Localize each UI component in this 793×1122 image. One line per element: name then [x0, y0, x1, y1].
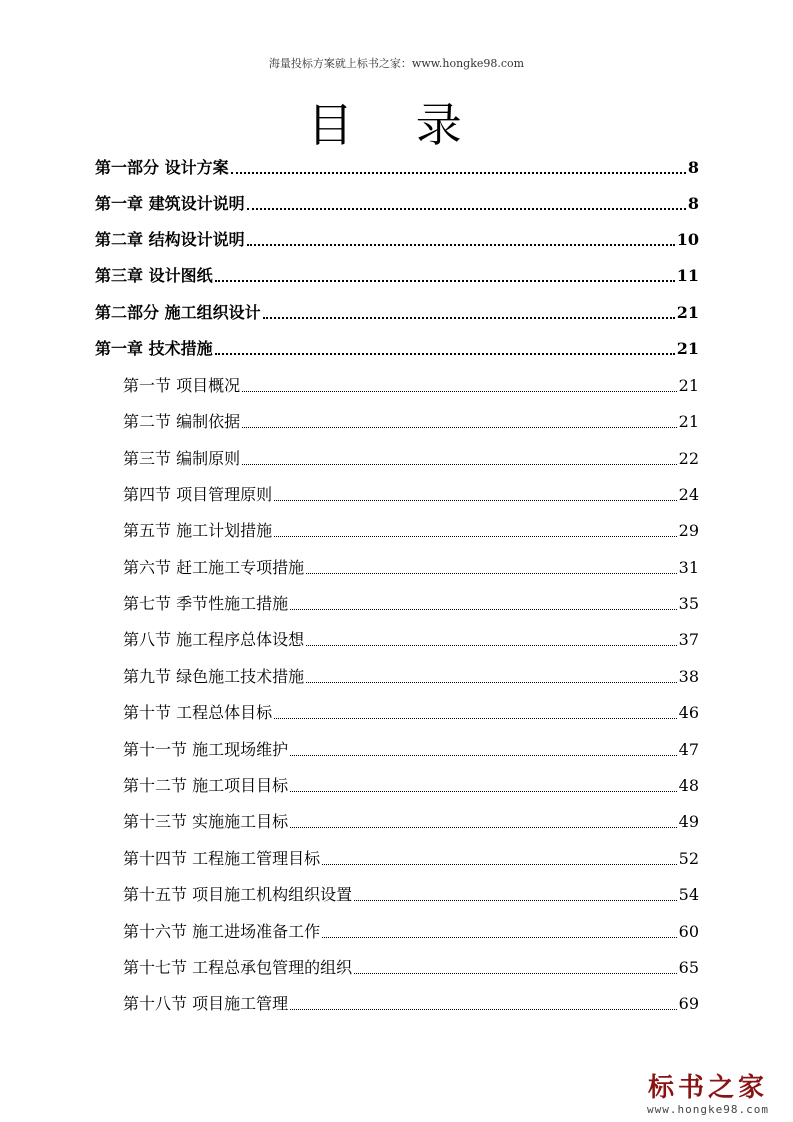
- toc-entry-label: 第二节 编制依据: [123, 412, 241, 431]
- page-header: 海量投标方案就上标书之家：www.hongke98.com: [268, 57, 525, 70]
- toc-leader-dots: [306, 682, 677, 683]
- toc-leader-dots: [354, 973, 677, 974]
- toc-entry-label: 第一章 技术措施: [95, 339, 213, 358]
- toc-entry-label: 第九节 绿色施工技术措施: [123, 667, 305, 686]
- toc-entry[interactable]: [123, 841, 699, 869]
- toc-entry[interactable]: [123, 914, 699, 942]
- toc-entry-page: 10: [676, 230, 699, 249]
- toc-entry-page: 8: [687, 194, 699, 213]
- toc-entry[interactable]: [123, 768, 699, 796]
- toc-entry-label: 第六节 赶工施工专项措施: [123, 558, 305, 577]
- toc-leader-dots: [215, 353, 675, 355]
- toc-entry-page: 21: [676, 303, 699, 322]
- toc-entry-page: 21: [676, 339, 699, 358]
- toc-entry-label: 第十节 工程总体目标: [123, 703, 273, 722]
- toc-leader-dots: [242, 427, 677, 428]
- toc-entry-page: 31: [678, 558, 699, 577]
- toc-entry-page: 49: [678, 812, 699, 831]
- toc-entry-page: 38: [678, 667, 699, 686]
- toc-leader-dots: [242, 464, 677, 465]
- toc-entry-page: 60: [678, 922, 699, 941]
- site-logo: [633, 1073, 783, 1116]
- toc-entry-label: 第十二节 施工项目目标: [123, 776, 289, 795]
- toc-entry-page: 46: [678, 703, 699, 722]
- toc-entry-label: 第一章 建筑设计说明: [95, 194, 245, 213]
- toc-entry-page: 22: [678, 449, 699, 468]
- toc-leader-dots: [290, 827, 677, 828]
- toc-entry[interactable]: [123, 695, 699, 723]
- toc-leader-dots: [274, 536, 677, 537]
- toc-leader-dots: [247, 208, 686, 210]
- toc-entry[interactable]: [123, 877, 699, 905]
- toc-entry[interactable]: [123, 404, 699, 432]
- toc-entry-label: 第十五节 项目施工机构组织设置: [123, 885, 353, 904]
- toc-entry[interactable]: [123, 732, 699, 760]
- toc-entry[interactable]: [123, 586, 699, 614]
- toc-entry-page: 35: [678, 594, 699, 613]
- toc-leader-dots: [263, 317, 675, 319]
- toc-entry-label: 第一部分 设计方案: [95, 158, 229, 177]
- toc-entry-label: 第十八节 项目施工管理: [123, 994, 289, 1013]
- toc-entry[interactable]: [123, 622, 699, 650]
- toc-entry[interactable]: [123, 986, 699, 1014]
- page-title: 目 录: [307, 98, 486, 152]
- toc-leader-dots: [247, 244, 675, 246]
- toc-entry-label: 第一节 项目概况: [123, 376, 241, 395]
- toc-leader-dots: [215, 280, 675, 282]
- toc-entry-label: 第七节 季节性施工措施: [123, 594, 289, 613]
- toc-entry[interactable]: [123, 513, 699, 541]
- toc-entry-page: 21: [678, 412, 699, 431]
- toc-entry-page: 24: [678, 485, 699, 504]
- toc-entry[interactable]: [123, 477, 699, 505]
- toc-entry-page: 52: [678, 849, 699, 868]
- toc-leader-dots: [231, 172, 686, 174]
- toc-entry[interactable]: [123, 950, 699, 978]
- toc-entry-page: 29: [678, 521, 699, 540]
- toc-entry-label: 第五节 施工计划措施: [123, 521, 273, 540]
- toc-entry-label: 第十一节 施工现场维护: [123, 740, 289, 759]
- toc-entry[interactable]: [95, 186, 699, 214]
- toc-leader-dots: [274, 718, 677, 719]
- toc-entry-page: 21: [678, 376, 699, 395]
- toc-leader-dots: [290, 1009, 677, 1010]
- toc-entry-label: 第十三节 实施施工目标: [123, 812, 289, 831]
- toc-entry[interactable]: [95, 331, 699, 359]
- toc-leader-dots: [274, 500, 677, 501]
- toc-leader-dots: [322, 937, 677, 938]
- toc-entry[interactable]: [123, 804, 699, 832]
- logo-text: 标书之家: [647, 1073, 768, 1103]
- toc-entry-page: 54: [678, 885, 699, 904]
- toc-entry[interactable]: [95, 222, 699, 250]
- toc-leader-dots: [290, 791, 677, 792]
- toc-entry-label: 第二部分 施工组织设计: [95, 303, 261, 322]
- toc-entry[interactable]: [123, 550, 699, 578]
- toc-leader-dots: [354, 900, 677, 901]
- toc-leader-dots: [290, 609, 677, 610]
- toc-entry-label: 第三节 编制原则: [123, 449, 241, 468]
- toc-entry-label: 第四节 项目管理原则: [123, 485, 273, 504]
- toc-entry[interactable]: [123, 659, 699, 687]
- toc-entry-page: 11: [676, 266, 699, 285]
- toc-entry[interactable]: [95, 258, 699, 286]
- toc-entry-label: 第三章 设计图纸: [95, 266, 213, 285]
- toc-leader-dots: [242, 391, 677, 392]
- toc-entry-page: 69: [678, 994, 699, 1013]
- toc-leader-dots: [290, 755, 677, 756]
- logo-url: www.hongke98.com: [647, 1103, 769, 1116]
- toc-entry-page: 37: [678, 630, 699, 649]
- toc-entry-label: 第二章 结构设计说明: [95, 230, 245, 249]
- toc-entry[interactable]: [95, 295, 699, 323]
- toc-leader-dots: [322, 864, 677, 865]
- toc-entry-page: 47: [678, 740, 699, 759]
- toc-leader-dots: [306, 573, 677, 574]
- toc-entry[interactable]: [95, 150, 699, 178]
- toc-entry-label: 第八节 施工程序总体设想: [123, 630, 305, 649]
- toc-entry-page: 65: [678, 958, 699, 977]
- toc-entry-label: 第十七节 工程总承包管理的组织: [123, 958, 353, 977]
- toc-entry-page: 8: [687, 158, 699, 177]
- toc-leader-dots: [306, 645, 677, 646]
- toc-entry[interactable]: [123, 368, 699, 396]
- toc-entry-page: 48: [678, 776, 699, 795]
- toc-entry-label: 第十六节 施工进场准备工作: [123, 922, 321, 941]
- toc-entry-label: 第十四节 工程施工管理目标: [123, 849, 321, 868]
- toc-entry[interactable]: [123, 441, 699, 469]
